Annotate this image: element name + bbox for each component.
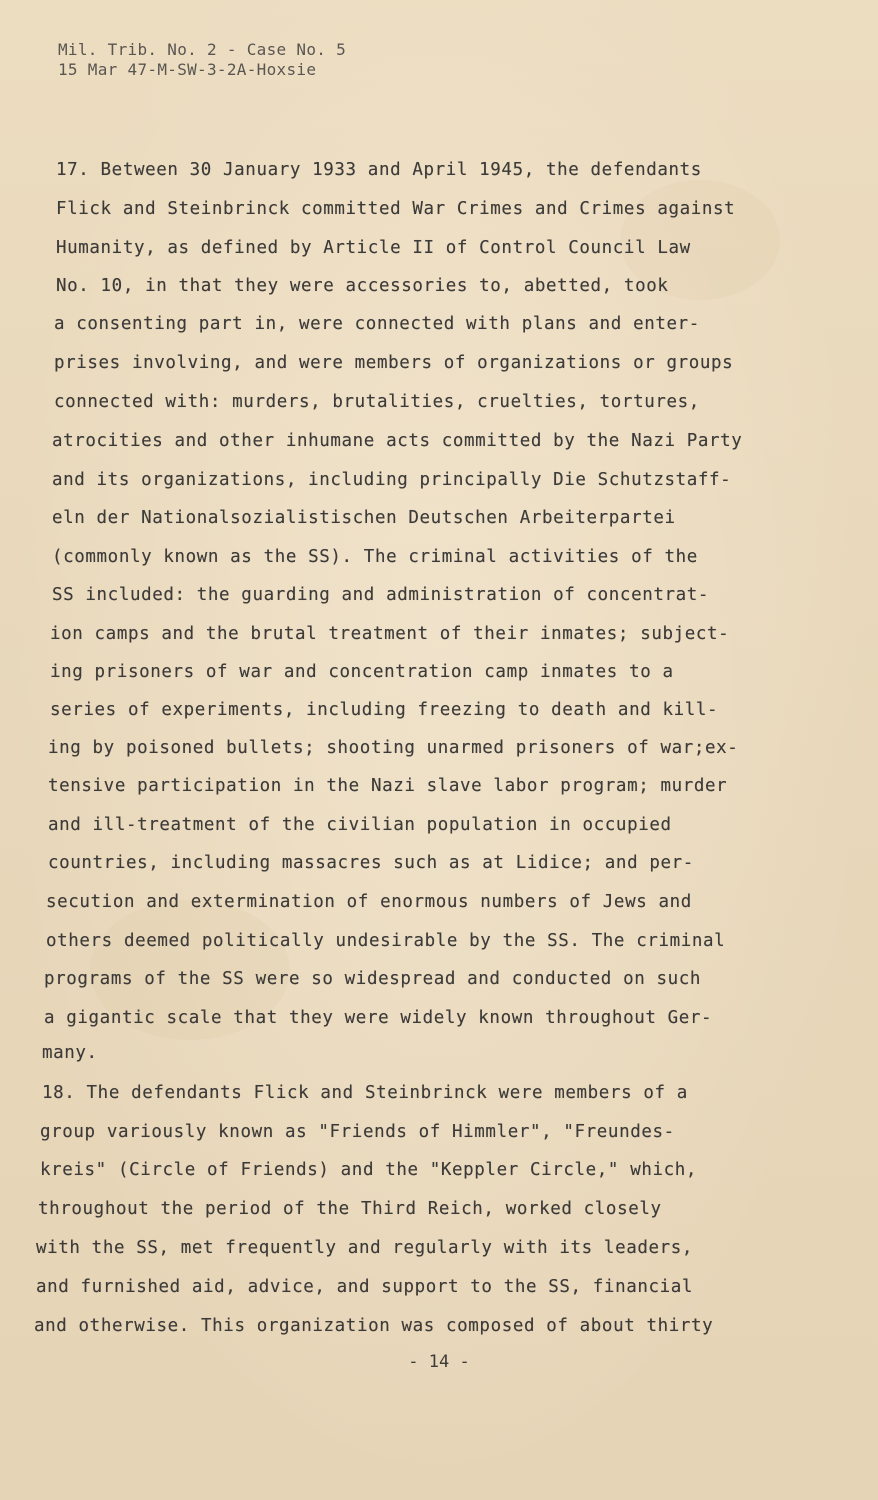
text-line: tensive participation in the Nazi slave labor program; murder — [48, 776, 728, 796]
text-line: a consenting part in, were connected with plans and enter- — [54, 314, 700, 334]
text-line: and otherwise. This organization was composed of about thirty — [34, 1316, 714, 1336]
text-line: (commonly known as the SS). The criminal activities of the — [52, 547, 698, 567]
document-header — [58, 40, 346, 80]
text-line: kreis" (Circle of Friends) and the "Keppler Circle," which, — [40, 1160, 698, 1180]
text-line: eln der Nationalsozialistischen Deutschen Arbeiterpartei — [52, 508, 676, 528]
text-line: many. — [42, 1043, 98, 1063]
text-line: connected with: murders, brutalities, cruelties, tortures, — [54, 392, 700, 412]
text-line: atrocities and other inhumane acts committed by the Nazi Party — [52, 431, 743, 451]
text-line: others deemed politically undesirable by the SS. The criminal — [46, 931, 726, 951]
text-line: ion camps and the brutal treatment of their inmates; subject- — [50, 624, 730, 644]
text-line: a gigantic scale that they were widely known throughout Ger- — [44, 1008, 713, 1028]
text-line: countries, including massacres such as at Lidice; and per- — [48, 853, 694, 873]
text-line: and furnished aid, advice, and support to the SS, financial — [36, 1277, 694, 1297]
text-line: No. 10, in that they were accessories to, abetted, took — [56, 276, 669, 296]
text-line: 18. The defendants Flick and Steinbrinck were members of a — [42, 1083, 688, 1103]
text-line: prises involving, and were members of organizations or groups — [54, 353, 734, 373]
header-date-line: 15 Mar 47-M-SW-3-2A-Hoxsie — [58, 60, 317, 79]
text-line: and its organizations, including principally Die Schutzstaff- — [52, 470, 732, 490]
text-line: 17. Between 30 January 1933 and April 1945, the defendants — [56, 160, 702, 180]
page-number: - 14 - — [408, 1352, 470, 1372]
text-line: secution and extermination of enormous numbers of Jews and — [46, 892, 692, 912]
text-line: Humanity, as defined by Article II of Control Council Law — [56, 238, 691, 258]
text-line: group variously known as "Friends of Himmler", "Freundes- — [40, 1122, 675, 1142]
text-line: ing by poisoned bullets; shooting unarmed prisoners of war;ex- — [48, 738, 739, 758]
text-line: SS included: the guarding and administration of concentrat- — [52, 585, 710, 605]
text-line: throughout the period of the Third Reich, worked closely — [38, 1199, 662, 1219]
text-line: programs of the SS were so widespread and conducted on such — [44, 969, 702, 989]
text-line: ing prisoners of war and concentration camp inmates to a — [50, 662, 674, 682]
text-line: and ill-treatment of the civilian population in occupied — [48, 815, 672, 835]
text-line: with the SS, met frequently and regularly with its leaders, — [36, 1238, 694, 1258]
text-line: Flick and Steinbrinck committed War Crimes and Crimes against — [56, 199, 736, 219]
header-case-line: Mil. Trib. No. 2 - Case No. 5 — [58, 40, 347, 59]
text-line: series of experiments, including freezing to death and kill- — [50, 700, 719, 720]
